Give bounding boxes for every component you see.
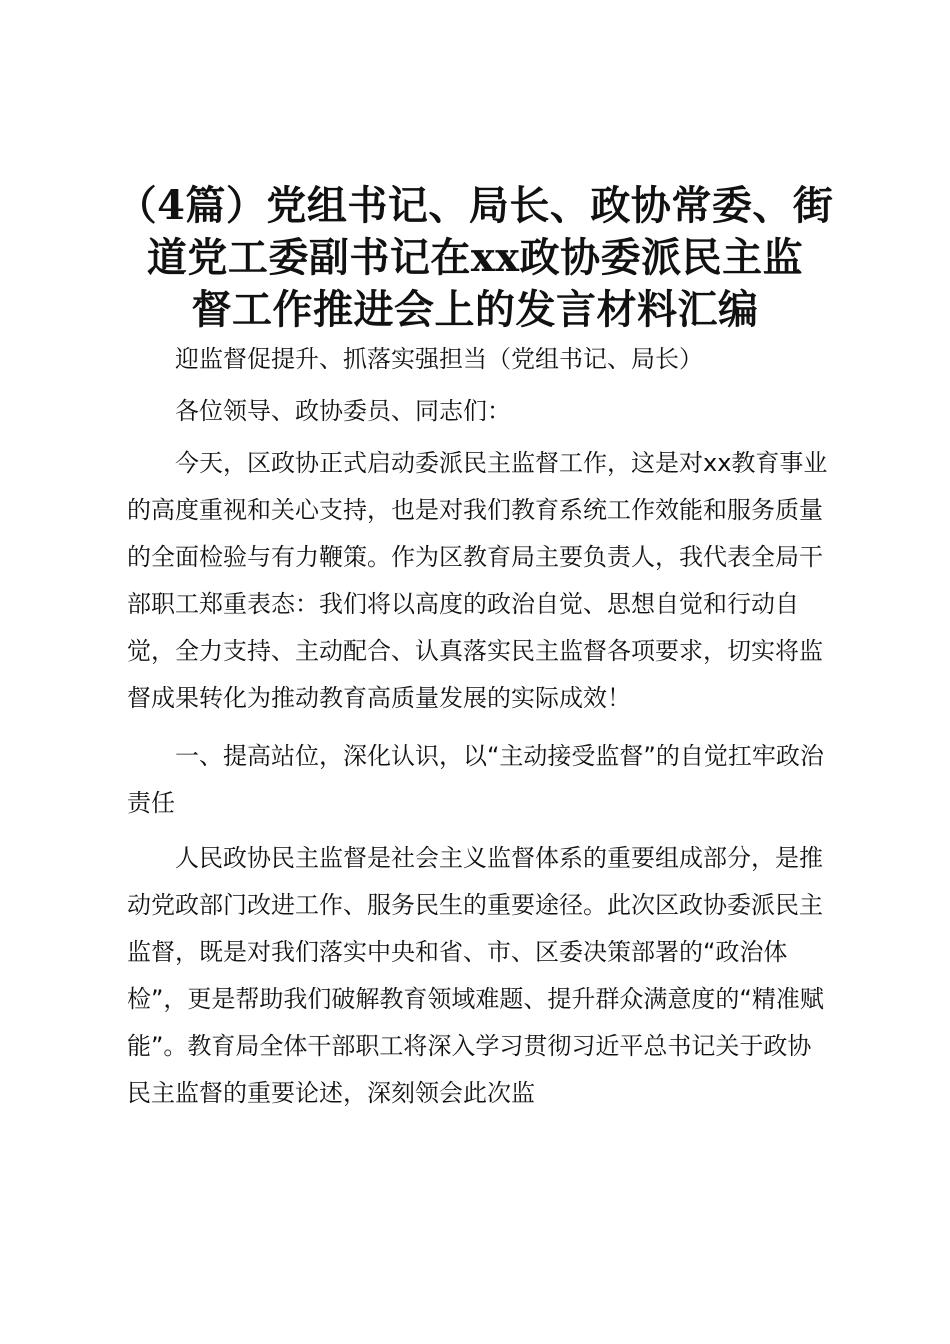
document-title bbox=[110, 180, 840, 336]
section-heading-1: 一、提高站位，深化认识，以“主动接受监督”的自觉扛牢政治责任 bbox=[127, 742, 824, 817]
subtitle: 迎监督促提升、抓落实强担当（党组书记、局长） bbox=[175, 345, 703, 373]
title-line-3: 督工作推进会上的发言材料汇编 bbox=[191, 286, 759, 333]
title-line-2: 道党工委副书记在xx政协委派民主监 bbox=[146, 234, 804, 281]
document-body bbox=[127, 336, 832, 1117]
paragraph-opening: 今天，区政协正式启动委派民主监督工作，这是对xx教育事业的高度重视和关心支持，也是对我们教育系统工作效能和服务质量的全面检验与有力鞭策。作为区教育局主要负责人，我代表全局干部职工郑重表态：我们将以高度的政治自觉、思想自觉和行动自觉，全力支持、主动配合、认真落实民主监督各项要求，切实将监督成果转化为推动教育高质量发展的实际成效！ bbox=[127, 449, 828, 712]
salutation: 各位领导、政协委员、同志们： bbox=[175, 397, 511, 425]
title-line-1: （4篇）党组书记、局长、政协常委、街 bbox=[116, 182, 834, 229]
paragraph-section-1: 人民政协民主监督是社会主义监督体系的重要组成部分，是推动党政部门改进工作、服务民生的重要途径。此次区政协委派民主监督，既是对我们落实中央和省、市、区委决策部署的“政治体检”，更是帮助我们破解教育领域难题、提升群众满意度的“精准赋能”。教育局全体干部职工将深入学习贯彻习近平总书记关于政协民主监督的重要论述，深刻领会此次监 bbox=[127, 844, 824, 1107]
